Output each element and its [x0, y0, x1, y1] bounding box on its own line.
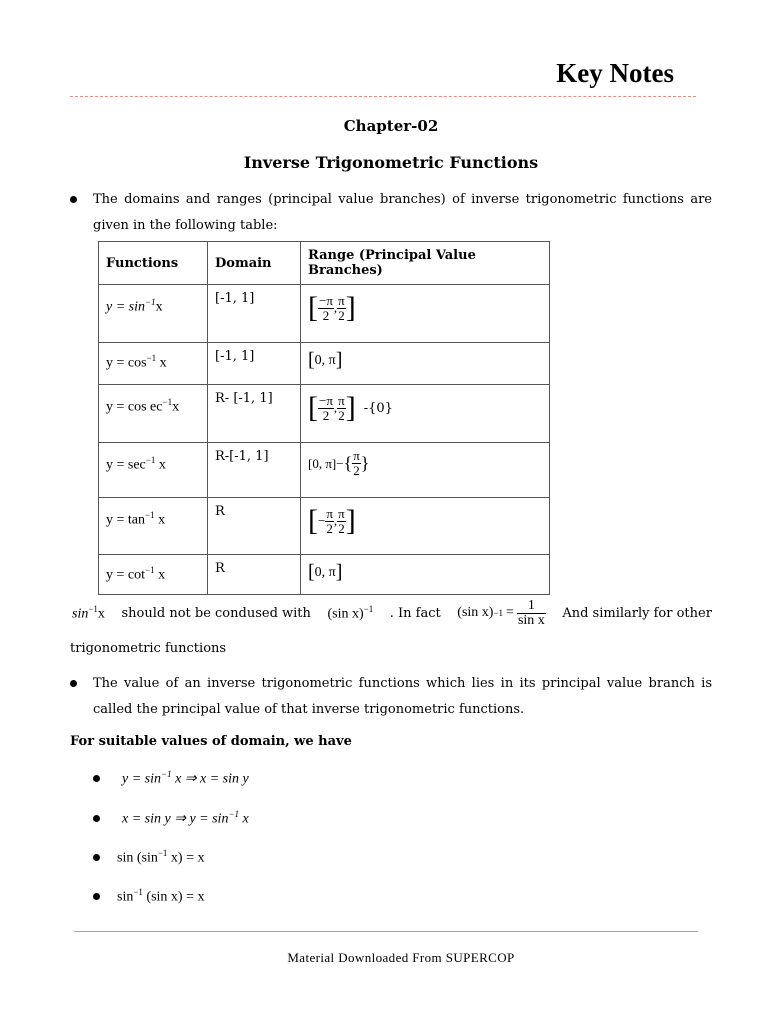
page-subtitle: Inverse Trigonometric Functions [243, 153, 539, 172]
page-header-title: Key Notes [556, 58, 674, 88]
domain-cell: R-[-1, 1] [208, 443, 301, 498]
header-domain: Domain [208, 242, 301, 285]
range-cell: [ $\frac{-\pi}{2}$ , $\frac{\pi}{2}$ ] [301, 285, 550, 343]
header-functions: Functions [99, 242, 208, 285]
bullet-icon [93, 893, 100, 900]
header-range: Range (Principal Value Branches) [301, 242, 550, 285]
page-footer: Material Downloaded From SUPERCOP [287, 950, 515, 965]
function-cell: $y = \cos^{-1} x$ [99, 343, 208, 385]
function-cell: $y = \cot^{-1} x$ [99, 555, 208, 595]
domain-cell: R [208, 555, 301, 595]
table-row [99, 443, 550, 498]
footer-divider [74, 931, 698, 932]
table-row [99, 285, 550, 343]
function-cell: $y = \sin^{-1}x$ [99, 285, 208, 343]
range-cell: [ − $\frac{\pi}{2}$ , $\frac{\pi}{2}$ ] [301, 498, 550, 555]
table-row [99, 555, 550, 595]
identity-3: $\sin (\sin^{-1}$ x) = x [117, 848, 205, 866]
inverse-trig-table [98, 241, 550, 595]
bullet-icon [93, 815, 100, 822]
bullet-icon [93, 854, 100, 861]
domain-cell: [-1, 1] [208, 343, 301, 385]
note-line-2: trigonometric functions [70, 641, 227, 656]
table-row [99, 498, 550, 555]
identity-2: x = sin y ⇒ $y = \sin^{-1} x$ [122, 809, 249, 827]
principal-paragraph: The value of an inverse trigonometric functions which lies in its principal value branch is called the principal value of that inverse trigonometric functions. [93, 676, 712, 717]
identity-4: $\sin^{-1} (\sin$ x) = x [117, 887, 205, 905]
table-row [99, 343, 550, 385]
domain-cell: [-1, 1] [208, 285, 301, 343]
header-divider [70, 96, 696, 97]
bullet-icon [70, 196, 77, 203]
intro-paragraph: The domains and ranges (principal value branches) of inverse trigonometric functions are given in the following table: [93, 192, 712, 233]
bullet-icon [70, 680, 77, 687]
function-cell: $y = \cos ec^{-1}x$ [99, 385, 208, 443]
function-cell: $y = \sec^{-1} x$ [99, 443, 208, 498]
function-cell: $y = \tan^{-1} x$ [99, 498, 208, 555]
domain-cell: R [208, 498, 301, 555]
range-cell: [0, π] − { $\frac{\pi}{2}$ } [301, 443, 550, 498]
table-header-row [99, 242, 550, 285]
range-cell: [ 0, π ] [301, 555, 550, 595]
chapter-label: Chapter-02 [343, 117, 439, 135]
suitable-heading: For suitable values of domain, we have [70, 734, 352, 749]
range-cell: [ $\frac{-\pi}{2}$ , $\frac{\pi}{2}$ ] -{0} [301, 385, 550, 443]
range-cell: [ 0, π ] [301, 343, 550, 385]
bullet-icon [93, 775, 100, 782]
table-row [99, 385, 550, 443]
note-line: $\sin^{-1}x$ should not be condused with (sin x)$^{-1}$ . In fact (sin x) −1 = $\frac{1}{\text{sin x}}$ And similarly for other [72, 597, 712, 628]
domain-cell: R- [-1, 1] [208, 385, 301, 443]
identity-1: $y = \sin^{-1} x$ ⇒ x = sin y [122, 769, 249, 787]
